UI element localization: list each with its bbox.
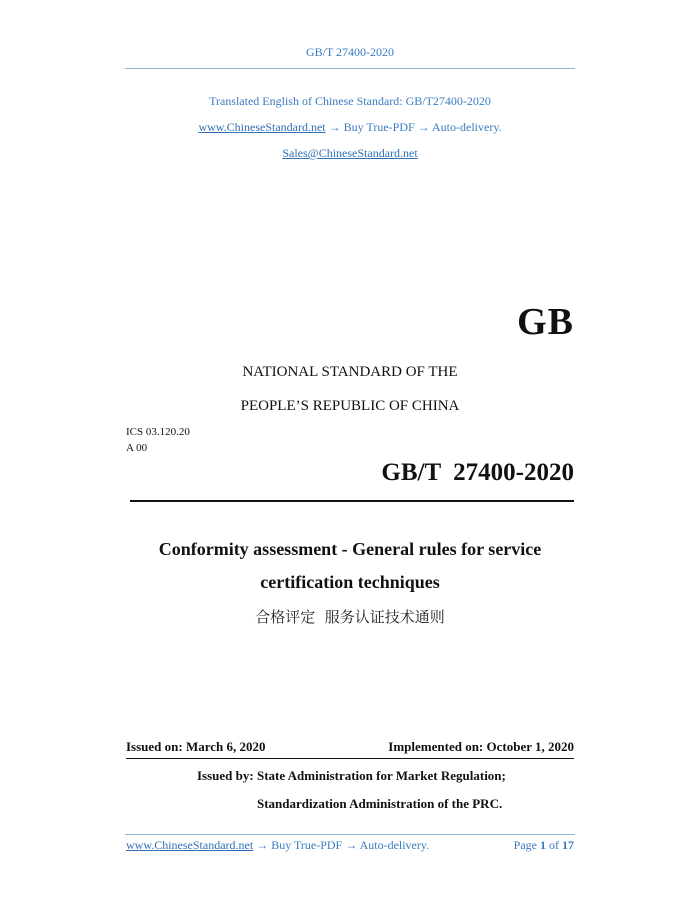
issuer-line1: Issued by: State Administration for Market Regulation; (197, 768, 506, 783)
title-line1: Conformity assessment - General rules for service (158, 539, 542, 559)
national-standard-line1: NATIONAL STANDARD OF THE (242, 364, 458, 380)
dates-rule (126, 758, 574, 759)
ccs-code: A 00 (126, 442, 148, 454)
gb-brand-mark: GB (517, 301, 574, 343)
translation-notice: Translated English of Chinese Standard: GB/T27400-2020 (209, 94, 491, 108)
promo-line (0, 120, 700, 135)
title-chinese: 合格评定 服务认证技术通则 (255, 608, 445, 626)
header-divider (125, 68, 575, 69)
sales-email-link[interactable]: Sales@ChineseStandard.net (282, 146, 418, 160)
running-header: GB/T 27400-2020 (305, 45, 395, 59)
page-of: of (549, 838, 559, 852)
page-indicator (514, 838, 574, 853)
title-line2: certification techniques (260, 572, 440, 592)
national-standard-line2: PEOPLE’S REPUBLIC OF CHINA (240, 398, 460, 414)
ics-code: ICS 03.120.20 (126, 426, 190, 438)
page-label: Page (513, 838, 537, 852)
email-line (0, 146, 700, 161)
page-total: 17 (562, 838, 574, 852)
promo-text: → Buy True-PDF → Auto-delivery. (328, 120, 502, 134)
footer-website-link[interactable]: www.ChineseStandard.net (126, 838, 254, 852)
issued-date: Issued on: March 6, 2020 (126, 739, 266, 754)
footer-divider (125, 834, 575, 835)
standard-number-rule (130, 500, 574, 502)
page-current: 1 (540, 838, 546, 852)
issuer-line2: Standardization Administration of the PRC. (257, 796, 503, 811)
standard-number: GB/T 27400-2020 (381, 459, 574, 486)
footer-promo-text: → Buy True-PDF → Auto-delivery. (256, 838, 430, 852)
implemented-date: Implemented on: October 1, 2020 (388, 739, 574, 754)
website-link[interactable]: www.ChineseStandard.net (198, 120, 326, 134)
footer-promo (126, 838, 429, 853)
